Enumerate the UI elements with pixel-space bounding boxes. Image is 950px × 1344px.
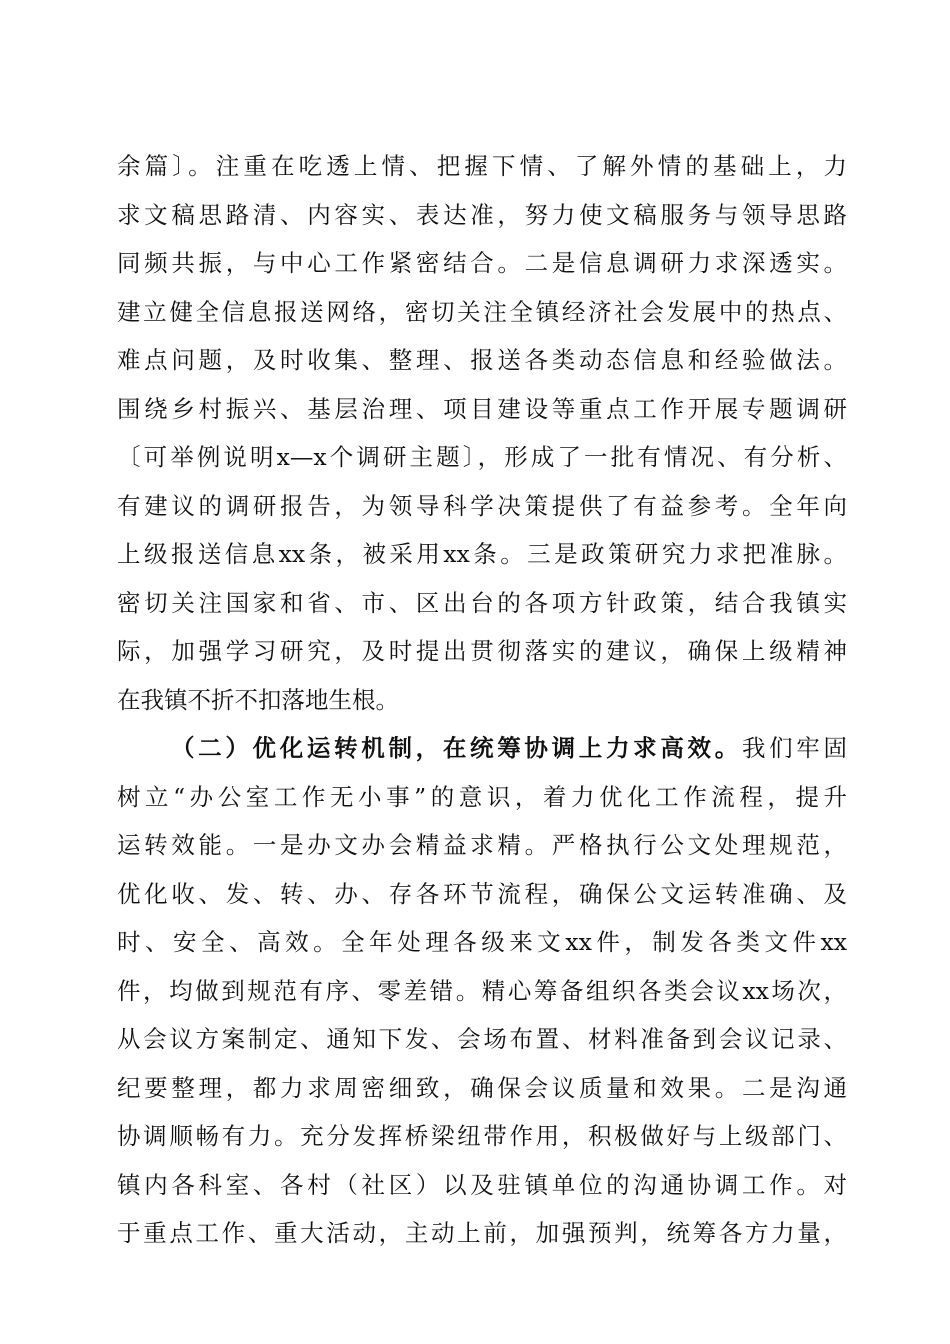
text-line: 运转效能。一是办文办会精益求精。严格执行公文处理规范，	[117, 831, 847, 859]
text-line: 建立健全信息报送网络，密切关注全镇经济社会发展中的热点、	[117, 297, 847, 326]
text-line: 密切关注国家和省、市、区出台的各项方针政策，结合我镇实	[117, 588, 847, 617]
text-line: 在我镇不折不扣落地生根。	[117, 685, 399, 714]
text-line: 镇内各科室、各村（社区）以及驻镇单位的沟通协调工作。对	[117, 1170, 847, 1199]
text-line: 优化收、发、转、办、存各环节流程，确保公文运转准确、及	[117, 879, 847, 908]
text-line: 于重点工作、重大活动，主动上前，加强预判，统筹各方力量，	[117, 1219, 847, 1247]
text-line: 纪要整理，都力求周密细致，确保会议质量和效果。二是沟通	[117, 1073, 847, 1102]
heading-continuation: 我们牢固	[741, 734, 847, 762]
section-heading-line	[117, 724, 847, 773]
text-line: 求文稿思路清、内容实、表达准，努力使文稿服务与领导思路	[117, 200, 847, 229]
text-line: 树立“办公室工作无小事”的意识，着力优化工作流程，提升	[117, 782, 847, 811]
text-line: 上级报送信息xx条，被采用xx条。三是政策研究力求把准脉。	[117, 540, 847, 568]
text-line: 从会议方案制定、通知下发、会场布置、材料准备到会议记录、	[117, 1025, 847, 1053]
text-line: 有建议的调研报告，为领导科学决策提供了有益参考。全年向	[117, 491, 847, 520]
section-heading: （二）优化运转机制，在统筹协调上力求高效。	[171, 734, 742, 762]
text-line: 时、安全、高效。全年处理各级来文xx件，制发各类文件xx	[117, 928, 847, 956]
text-line: 协调顺畅有力。充分发挥桥梁纽带作用，积极做好与上级部门、	[117, 1122, 847, 1150]
text-line: 余篇〕。注重在吃透上情、把握下情、了解外情的基础上，力	[117, 152, 847, 180]
text-line: 件，均做到规范有序、零差错。精心筹备组织各类会议xx场次，	[117, 976, 847, 1005]
text-line: 同频共振，与中心工作紧密结合。二是信息调研力求深透实。	[117, 249, 847, 277]
text-line: 围绕乡村振兴、基层治理、项目建设等重点工作开展专题调研	[117, 394, 847, 423]
text-line: 〔可举例说明x—x个调研主题〕，形成了一批有情况、有分析、	[117, 443, 847, 471]
body-text	[117, 142, 847, 1258]
text-line: 际，加强学习研究，及时提出贯彻落实的建议，确保上级精神	[117, 637, 847, 665]
text-line: 难点问题，及时收集、整理、报送各类动态信息和经验做法。	[117, 346, 847, 374]
